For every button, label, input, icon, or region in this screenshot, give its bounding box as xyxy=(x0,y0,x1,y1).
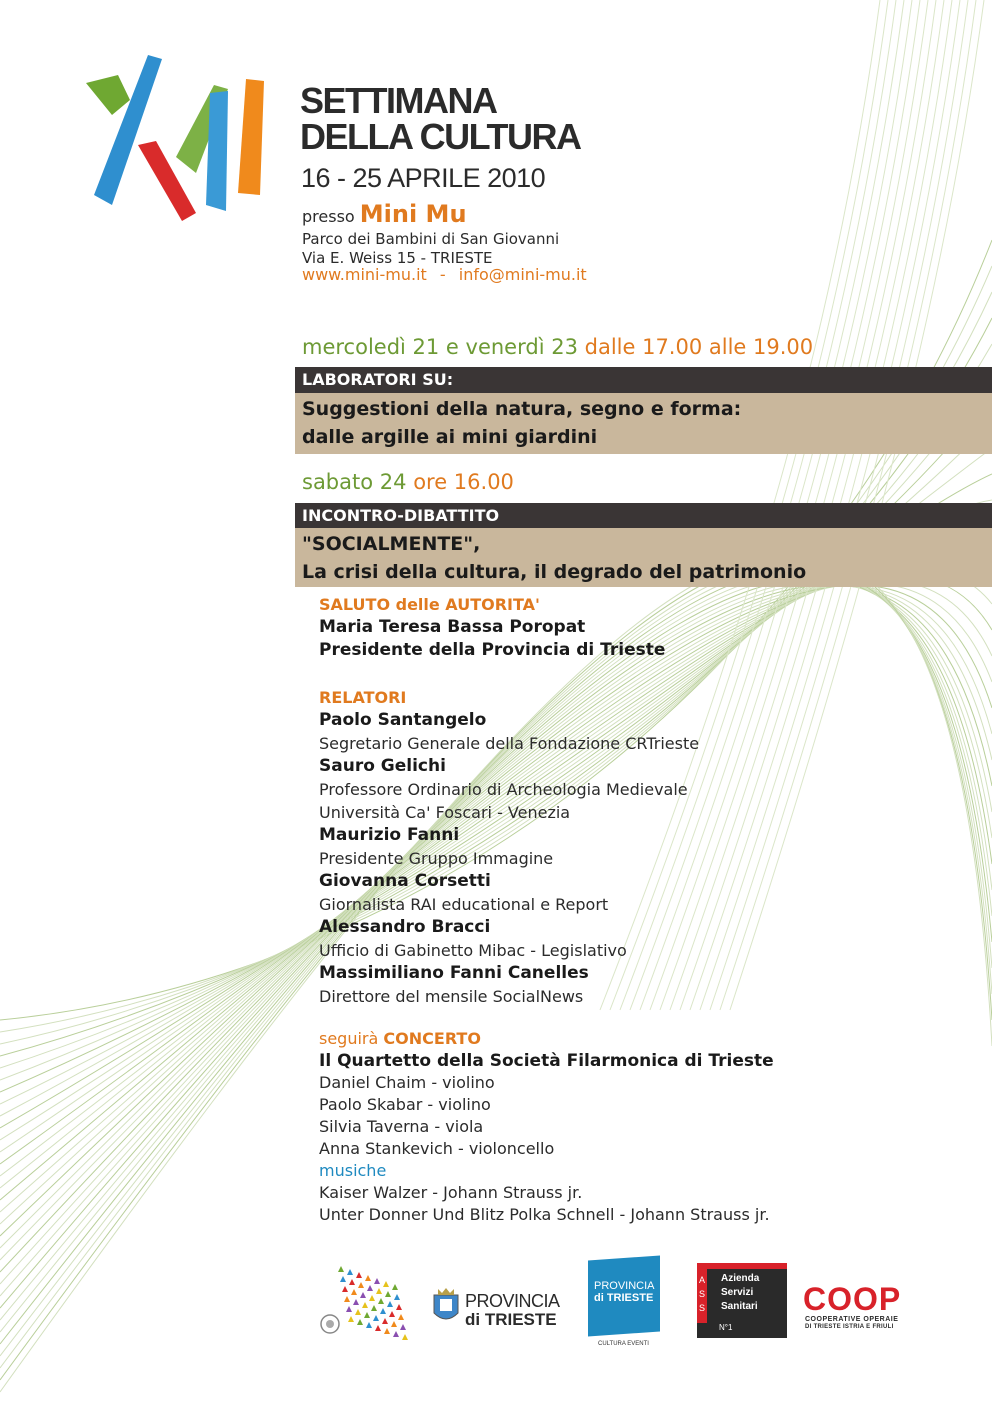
fan-triangle xyxy=(389,1311,395,1317)
speaker-item xyxy=(319,916,699,962)
fan-triangle xyxy=(400,1324,406,1330)
speaker-item xyxy=(319,709,699,755)
coop-subtitle1: COOPERATIVE OPERAIE xyxy=(805,1316,899,1323)
provincia-subtext: di TRIESTE xyxy=(465,1310,557,1329)
concerto-heading: CONCERTO xyxy=(383,1029,481,1048)
ensemble-name: Il Quartetto della Società Filarmonica di Trieste xyxy=(319,1051,774,1071)
ass-logo xyxy=(697,1263,787,1338)
event2-when xyxy=(302,470,514,494)
address-line1: Parco dei Bambini di San Giovanni xyxy=(302,230,560,248)
email-link[interactable]: info@mini-mu.it xyxy=(458,265,587,284)
fan-triangle xyxy=(351,1289,357,1295)
presso-label: presso xyxy=(302,207,355,226)
title-settimana: SETTIMANA xyxy=(300,80,497,121)
venue-name: Mini Mu xyxy=(359,200,467,228)
fan-triangle xyxy=(383,1281,389,1287)
coat-of-arms-icon xyxy=(432,1287,460,1325)
cultura-provincia-text: PROVINCIA xyxy=(594,1280,655,1292)
event1-subject-line1: Suggestioni della natura, segno e forma: xyxy=(302,398,742,420)
cultura-caption: CULTURA EVENTI xyxy=(598,1341,649,1347)
concerto-intro: seguirà xyxy=(319,1029,379,1048)
event1-days: mercoledì 21 e venerdì 23 xyxy=(302,335,578,359)
speaker-item xyxy=(319,755,699,824)
saluto-role: Presidente della Provincia di Trieste xyxy=(319,640,666,660)
saluto-section xyxy=(319,593,665,662)
fan-triangle xyxy=(374,1278,380,1284)
coop-wordmark: COOP xyxy=(803,1281,902,1317)
contact-separator: - xyxy=(439,265,446,284)
ass-number: N°1 xyxy=(719,1323,733,1332)
piece-item: Unter Donner Und Blitz Polka Schnell - Johann Strauss jr. xyxy=(319,1205,770,1224)
musiche-heading: musiche xyxy=(319,1161,387,1180)
fan-triangle xyxy=(396,1304,402,1310)
relatori-section xyxy=(319,686,699,1008)
fan-triangle xyxy=(378,1298,384,1304)
ass-word: Sanitari xyxy=(721,1301,758,1312)
event2-subject-line2: La crisi della cultura, il degrado del patrimonio xyxy=(302,561,807,583)
fan-triangle xyxy=(367,1285,373,1291)
fan-triangle xyxy=(362,1302,368,1308)
fan-triangle xyxy=(356,1272,362,1278)
fan-triangle xyxy=(357,1319,363,1325)
fan-triangle xyxy=(393,1331,399,1337)
event2-day: sabato 24 xyxy=(302,470,407,494)
piece-item: Kaiser Walzer - Johann Strauss jr. xyxy=(319,1183,583,1202)
ass-letter: S xyxy=(699,1289,706,1299)
saluto-heading: SALUTO delle AUTORITA' xyxy=(319,595,540,614)
fan-triangle xyxy=(355,1309,361,1315)
speaker-name: Paolo Santangelo xyxy=(319,710,487,730)
fan-triangle xyxy=(366,1322,372,1328)
coop-subtitle2: DI TRIESTE ISTRIA E FRIULI xyxy=(805,1324,894,1330)
fan-triangle xyxy=(369,1295,375,1301)
fan-triangle xyxy=(349,1279,355,1285)
fan-triangle xyxy=(348,1316,354,1322)
speaker-role: Università Ca' Foscari - Venezia xyxy=(319,803,571,822)
fan-triangle xyxy=(375,1325,381,1331)
fan-triangle xyxy=(338,1266,344,1272)
fan-triangle xyxy=(365,1275,371,1281)
festival-dates: 16 - 25 APRILE 2010 xyxy=(301,163,546,193)
speaker-role: Ufficio di Gabinetto Mibac - Legislativo xyxy=(319,941,627,960)
fan-triangle xyxy=(391,1321,397,1327)
fan-triangle xyxy=(344,1296,350,1302)
speaker-item xyxy=(319,962,699,1008)
event2-band: INCONTRO-DIBATTITO xyxy=(295,503,992,528)
speaker-item xyxy=(319,870,699,916)
ass-top-stripe xyxy=(697,1263,787,1269)
speaker-role: Giornalista RAI educational e Report xyxy=(319,895,609,914)
event2-time: ore 16.00 xyxy=(413,470,514,494)
address-line2: Via E. Weiss 15 - TRIESTE xyxy=(302,249,493,267)
fan-triangle xyxy=(371,1305,377,1311)
fan-triangle xyxy=(373,1315,379,1321)
ass-letter: S xyxy=(699,1303,706,1313)
speaker-role: Professore Ordinario di Archeologia Medievale xyxy=(319,780,688,799)
saluto-name: Maria Teresa Bassa Poropat xyxy=(319,617,586,637)
ass-letter: A xyxy=(699,1275,706,1285)
ass-words xyxy=(721,1272,759,1314)
event1-time: dalle 17.00 alle 19.00 xyxy=(584,335,814,359)
venue-line xyxy=(302,200,467,228)
fan-triangle xyxy=(402,1334,408,1340)
event1-when xyxy=(302,335,813,359)
member-item: Anna Stankevich - violoncello xyxy=(319,1139,555,1158)
fan-triangle xyxy=(394,1294,400,1300)
event1-subject-line2: dalle argille ai mini giardini xyxy=(302,426,598,448)
fan-triangle xyxy=(353,1299,359,1305)
fan-triangle xyxy=(382,1318,388,1324)
fan-triangle xyxy=(360,1292,366,1298)
provincia-trieste-logo xyxy=(432,1283,567,1333)
ass-word: Azienda xyxy=(721,1273,760,1284)
fan-triangle xyxy=(392,1284,398,1290)
concerto-heading-line xyxy=(319,1028,774,1050)
concerto-section xyxy=(319,1028,774,1226)
title-della-cultura: DELLA CULTURA xyxy=(300,116,581,157)
speaker-role: Presidente Gruppo Immagine xyxy=(319,849,554,868)
fan-triangle xyxy=(346,1306,352,1312)
member-item: Silvia Taverna - viola xyxy=(319,1117,484,1136)
member-item: Daniel Chaim - violino xyxy=(319,1073,495,1092)
cultura-eventi-logo xyxy=(588,1258,663,1350)
fan-triangle xyxy=(385,1291,391,1297)
fan-triangle xyxy=(384,1328,390,1334)
event1-band: LABORATORI SU: xyxy=(295,367,992,393)
website-link[interactable]: www.mini-mu.it xyxy=(302,265,427,284)
speaker-name: Maurizio Fanni xyxy=(319,825,460,845)
event2-subject-line1: "SOCIALMENTE", xyxy=(302,533,481,555)
provincia-text: PROVINCIA xyxy=(465,1291,560,1311)
relatori-heading: RELATORI xyxy=(319,688,407,707)
fan-triangle xyxy=(398,1314,404,1320)
speaker-role: Segretario Generale della Fondazione CRTrieste xyxy=(319,734,700,753)
event2-subject xyxy=(295,528,992,587)
fan-triangle xyxy=(364,1312,370,1318)
fan-triangle xyxy=(358,1282,364,1288)
speaker-name: Giovanna Corsetti xyxy=(319,871,491,891)
speaker-name: Alessandro Bracci xyxy=(319,917,491,937)
speaker-name: Massimiliano Fanni Canelles xyxy=(319,963,589,983)
member-item: Paolo Skabar - violino xyxy=(319,1095,491,1114)
coop-logo xyxy=(803,1281,931,1332)
fan-triangle xyxy=(387,1301,393,1307)
contacts-line xyxy=(302,265,587,284)
event1-subject xyxy=(295,393,992,454)
ass-word: Servizi xyxy=(721,1287,754,1298)
fan-triangle xyxy=(347,1269,353,1275)
mini-mu-logo xyxy=(318,1262,410,1342)
xii-logo xyxy=(78,45,288,235)
fan-triangle xyxy=(342,1286,348,1292)
fan-triangle xyxy=(340,1276,346,1282)
fan-triangle xyxy=(376,1288,382,1294)
fan-triangle xyxy=(380,1308,386,1314)
speaker-role: Direttore del mensile SocialNews xyxy=(319,987,584,1006)
cultura-trieste-text: di TRIESTE xyxy=(594,1292,654,1304)
speaker-item xyxy=(319,824,699,870)
ass-letters xyxy=(699,1273,705,1315)
speaker-name: Sauro Gelichi xyxy=(319,756,446,776)
